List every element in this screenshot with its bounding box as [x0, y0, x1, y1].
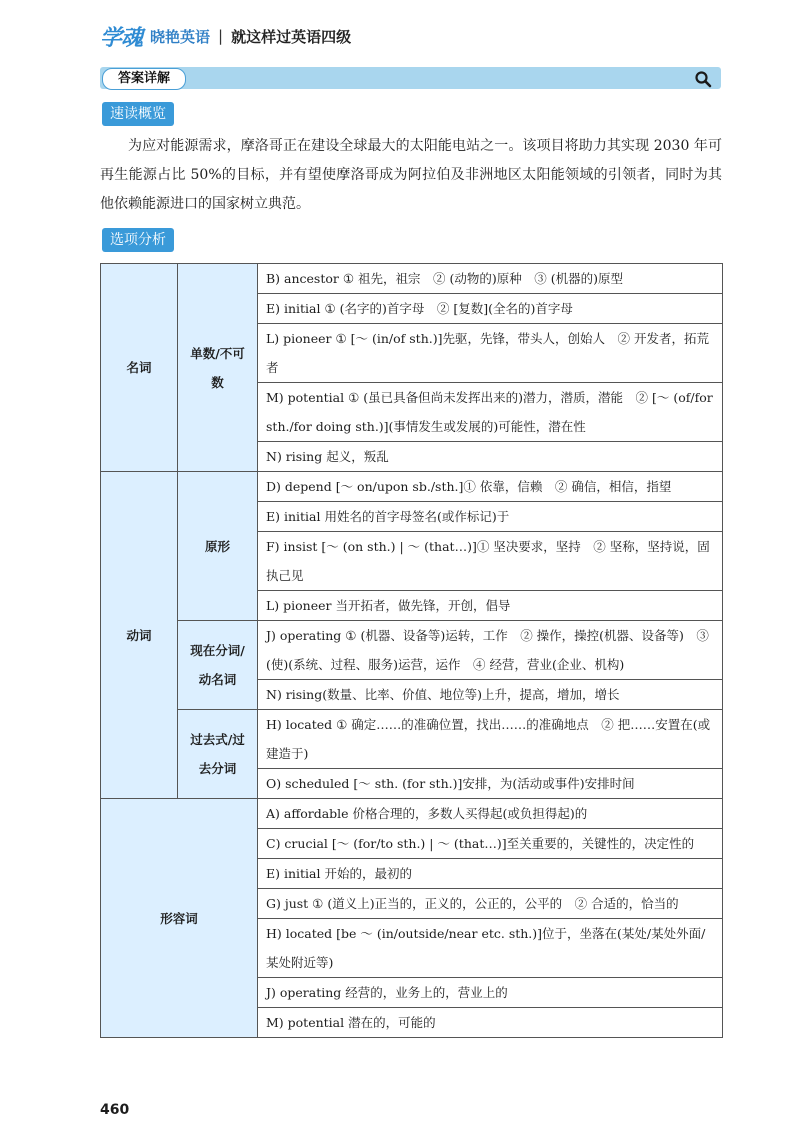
- header-separator: |: [218, 27, 224, 45]
- definition-cell: N) rising(数量、比率、价值、地位等)上升，提高，增加，增长: [258, 680, 723, 710]
- pos-cell-adjective: 形容词: [101, 799, 258, 1038]
- definition-cell: E) initial 用姓名的首字母签名(或作标记)于: [258, 502, 723, 532]
- answer-bar: [100, 67, 721, 89]
- definition-cell: E) initial ① (名字的)首字母 ② [复数](全名的)首字母: [258, 294, 723, 324]
- definition-cell: E) initial 开始的，最初的: [258, 859, 723, 889]
- options-heading: 选项分析: [102, 228, 174, 252]
- definition-cell: H) located ① 确定……的准确位置，找出……的准确地点 ② 把……安置在(或建造于): [258, 710, 723, 769]
- definition-cell: C) crucial [～ (for/to sth.) | ～ (that…)]至关重要的，关键性的，决定性的: [258, 829, 723, 859]
- brand-name: 晓艳英语: [150, 27, 211, 46]
- definition-cell: O) scheduled [～ sth. (for sth.)]安排，为(活动或事件)安排时间: [258, 769, 723, 799]
- page-header: [100, 18, 351, 54]
- definition-cell: H) located [be ～ (in/outside/near etc. sth.)]位于，坐落在(某处/某处外面/某处附近等): [258, 919, 723, 978]
- table-row: [101, 264, 723, 294]
- definition-cell: L) pioneer ① [～ (in/of sth.)]先驱，先锋，带头人，创始人 ② 开发者，拓荒者: [258, 324, 723, 383]
- definition-cell: B) ancestor ① 祖先，祖宗 ② (动物的)原种 ③ (机器的)原型: [258, 264, 723, 294]
- table-row: [101, 799, 723, 829]
- overview-heading: 速读概览: [102, 102, 174, 126]
- definition-cell: M) potential 潜在的，可能的: [258, 1008, 723, 1038]
- answer-label: 答案详解: [102, 68, 186, 90]
- form-cell-singular: 单数/不可数: [178, 264, 258, 472]
- definition-cell: J) operating ① (机器、设备等)运转，工作 ② 操作，操控(机器、设备等) ③ (使)(系统、过程、服务)运营，运作 ④ 经营，营业(企业、机构): [258, 621, 723, 680]
- definition-cell: J) operating 经营的，业务上的，营业上的: [258, 978, 723, 1008]
- definition-cell: F) insist [～ (on sth.) | ～ (that…)]① 坚决要求，坚持 ② 坚称，坚持说，固执己见: [258, 532, 723, 591]
- definition-cell: A) affordable 价格合理的，多数人买得起(或负担得起)的: [258, 799, 723, 829]
- definition-cell: G) just ① (道义上)正当的，正义的，公正的，公平的 ② 合适的，恰当的: [258, 889, 723, 919]
- definition-cell: N) rising 起义，叛乱: [258, 442, 723, 472]
- overview-text: 为应对能源需求，摩洛哥正在建设全球最大的太阳能电站之一。该项目将助力其实现 2030 年可再生能源占比 50%的目标，并有望使摩洛哥成为阿拉伯及非洲地区太阳能领域的引领者，同时为其他依赖能源进口的国家树立典范。: [100, 138, 722, 212]
- table-row: [101, 472, 723, 502]
- page-number: 460: [100, 1102, 130, 1118]
- table-row: [101, 621, 723, 680]
- definition-cell: L) pioneer 当开拓者，做先锋，开创，倡导: [258, 591, 723, 621]
- book-title: 就这样过英语四级: [231, 27, 352, 46]
- logo: 学魂: [100, 25, 143, 51]
- search-icon: [694, 70, 712, 88]
- form-cell-present-participle: 现在分词/动名词: [178, 621, 258, 710]
- definition-cell: D) depend [～ on/upon sb./sth.]① 依靠，信赖 ② 确信，相信，指望: [258, 472, 723, 502]
- pos-cell-verb: 动词: [101, 472, 178, 799]
- form-cell-past: 过去式/过去分词: [178, 710, 258, 799]
- definition-cell: M) potential ① (虽已具备但尚未发挥出来的)潜力，潜质，潜能 ② [～ (of/for sth./for doing sth.)](事情发生或发展的)可能性，潜在性: [258, 383, 723, 442]
- form-cell-base: 原形: [178, 472, 258, 621]
- options-table: [100, 263, 723, 1038]
- pos-cell-noun: 名词: [101, 264, 178, 472]
- table-row: [101, 710, 723, 769]
